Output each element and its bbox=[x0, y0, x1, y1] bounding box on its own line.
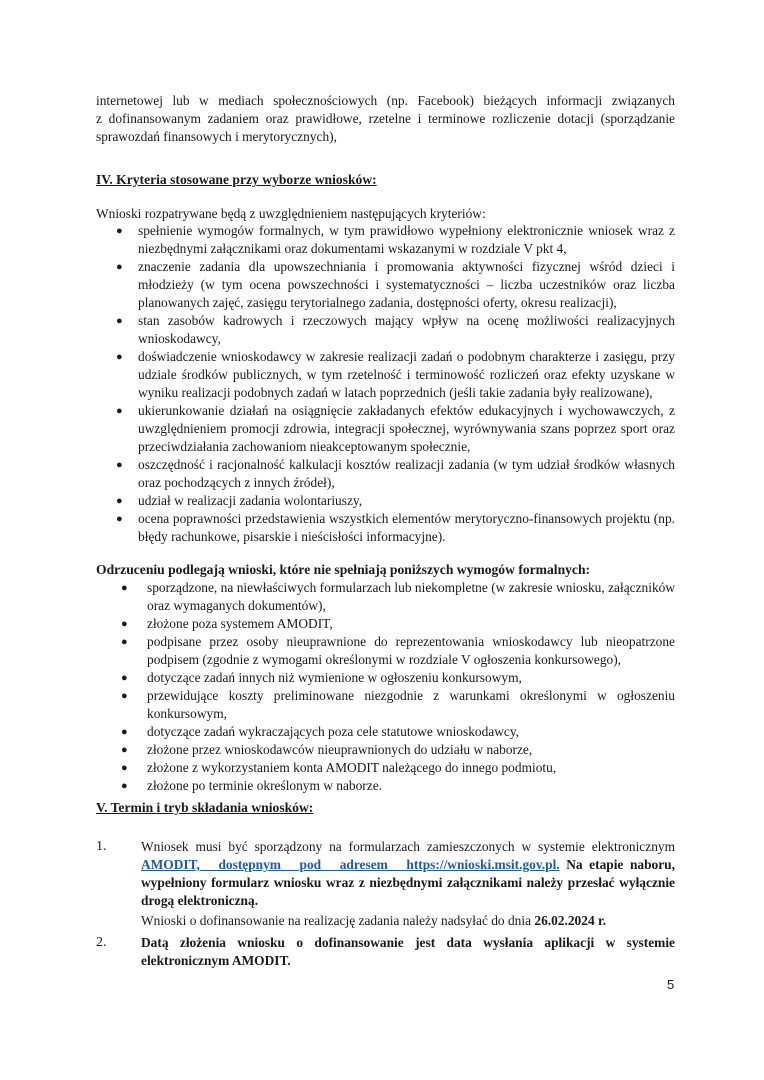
bullet-icon: ● bbox=[116, 225, 123, 237]
bullet-icon: ● bbox=[116, 405, 123, 417]
criteria-item: ● ukierunkowanie działań na osiągnięcie zakładanych efektów edukacyjnych i wychowawczych, z uwzględnieniem promocji zdrowia, integracji społecznej, wyrównywania szans poprzez sport oraz przeciwdziałania zachowaniom nieakceptowanym społecznie, bbox=[116, 403, 675, 454]
rejection-item: ● złożone z wykorzystaniem konta AMODIT należącego do innego podmiotu, bbox=[121, 760, 557, 775]
bullet-icon: ● bbox=[116, 513, 123, 525]
rejection-item: ● przewidujące koszty preliminowane niezgodnie z warunkami określonymi w ogłoszeniu konkursowym, bbox=[121, 688, 675, 721]
criteria-item: ● oszczędność i racjonalność kalkulacji kosztów realizacji zadania (w tym udział środków własnych oraz pochodzących z innych źródeł), bbox=[116, 457, 675, 490]
rejection-item: ● złożone poza systemem AMODIT, bbox=[121, 616, 333, 631]
criteria-item: ● udział w realizacji zadania wolontariuszy, bbox=[116, 493, 363, 508]
intro-line-1: internetowej lub w mediach społecznościowych (np. Facebook) bieżących informacji związanych bbox=[96, 93, 675, 108]
bullet-icon: ● bbox=[116, 495, 123, 507]
criteria-list bbox=[96, 222, 675, 546]
rejection-item: ● złożone przez wnioskodawców nieuprawnionych do udziału w naborze, bbox=[121, 742, 533, 757]
rejection-list bbox=[96, 579, 675, 795]
amodit-link[interactable]: AMODIT, dostępnym pod adresem https://wnioski.msit.gov.pl. bbox=[141, 857, 560, 872]
rejection-heading: Odrzuceniu podlegają wnioski, które nie spełniają poniższych wymogów formalnych: bbox=[96, 562, 591, 577]
criteria-item: ● znaczenie zadania dla upowszechniania i promowania aktywności fizycznej wśród dzieci i młodzieży (w tym ocena powszechności i systematyczności – liczba uczestników oraz liczba planowanych zajęć, zasięgu terytorialnego zadania, dostępności oferty, okresu realizacji), bbox=[116, 259, 675, 310]
procedure-item-2: 2. Datą złożenia wniosku o dofinansowanie jest data wysłania aplikacji w systemie elektronicznym AMODIT. bbox=[96, 935, 675, 968]
criteria-item: ● spełnienie wymogów formalnych, w tym prawidłowo wypełniony elektronicznie wniosek wraz z niezbędnymi załącznikami oraz dokumentami wskazanymi w rozdziale V pkt 4, bbox=[116, 223, 675, 256]
rejection-item: ● sporządzone, na niewłaściwych formularzach lub niekompletne (w zakresie wniosku, załączników oraz wymaganych dokumentów), bbox=[121, 580, 675, 613]
criteria-intro: Wnioski rozpatrywane będą z uwzględnieniem następujących kryteriów: bbox=[96, 206, 486, 221]
intro-line-3: sprawozdań finansowych i merytorycznych), bbox=[96, 129, 337, 144]
section-iv-heading: IV. Kryteria stosowane przy wyborze wniosków: bbox=[96, 172, 377, 187]
bullet-icon: ● bbox=[121, 636, 128, 648]
rejection-item: ● złożone po terminie określonym w naborze. bbox=[121, 778, 383, 793]
criteria-item: ● stan zasobów kadrowych i rzeczowych mający wpływ na ocenę możliwości realizacyjnych wnioskodawcy, bbox=[116, 313, 675, 346]
deadline-date: 26.02.2024 r. bbox=[534, 913, 607, 928]
rejection-item: ● dotyczące zadań innych niż wymienione w ogłoszeniu konkursowym, bbox=[121, 670, 522, 685]
bullet-icon: ● bbox=[121, 744, 128, 756]
deadline-line: Wnioski o dofinansowanie na realizację zadania należy nadsyłać do dnia 26.02.2024 r. bbox=[141, 913, 607, 928]
bullet-icon: ● bbox=[121, 762, 128, 774]
criteria-item: ● doświadczenie wnioskodawcy w zakresie realizacji zadań o podobnym charakterze i zasięgu, przy udziale środków publicznych, w tym rzetelność i terminowość rozliczeń oraz efekty uzyskane w wyniku realizacji podobnych zadań w latach poprzednich (jeśli takie zadania były realizowane), bbox=[116, 349, 675, 400]
bullet-icon: ● bbox=[121, 672, 128, 684]
bullet-icon: ● bbox=[121, 780, 128, 792]
bullet-icon: ● bbox=[116, 261, 123, 273]
bullet-icon: ● bbox=[121, 690, 128, 702]
procedure-list bbox=[96, 838, 675, 970]
rejection-item: ● dotyczące zadań wykraczających poza cele statutowe wnioskodawcy, bbox=[121, 724, 520, 739]
bullet-icon: ● bbox=[116, 351, 123, 363]
bullet-icon: ● bbox=[121, 726, 128, 738]
rejection-item: ● podpisane przez osoby nieuprawnione do reprezentowania wnioskodawcy lub nieopatrzone podpisem (zgodnie z wymogami określonymi w rozdziale V ogłoszenia konkursowego), bbox=[121, 634, 675, 667]
intro-line-2: z dofinansowanym zadaniem oraz prawidłowe, rzetelne i terminowe rozliczenie dotacji (sporządzanie bbox=[96, 111, 675, 126]
bullet-icon: ● bbox=[121, 618, 128, 630]
bullet-icon: ● bbox=[116, 315, 123, 327]
bullet-icon: ● bbox=[121, 582, 128, 594]
criteria-item: ● ocena poprawności przedstawienia wszystkich elementów merytoryczno-finansowych projektu (np. błędy rachunkowe, pisarskie i nieścisłości informacyjne). bbox=[116, 511, 675, 544]
page-number: 5 bbox=[667, 977, 675, 992]
bullet-icon: ● bbox=[116, 459, 123, 471]
section-v-heading: V. Termin i tryb składania wniosków: bbox=[96, 800, 314, 815]
procedure-item-1: 1. Wniosek musi być sporządzony na formularzach zamieszczonych w systemie elektronicznym AMODIT, dostępnym pod adresem https://wnioski.msit.gov.pl. Na etapie naboru, wypełniony formularz wniosku wraz z niezbędnymi załącznikami należy przesłać wyłącznie drogą elektroniczną. Wnioski o dofinansowanie na realizację zadania należy nadsyłać do dnia 26.02.2024 r. bbox=[96, 839, 675, 928]
